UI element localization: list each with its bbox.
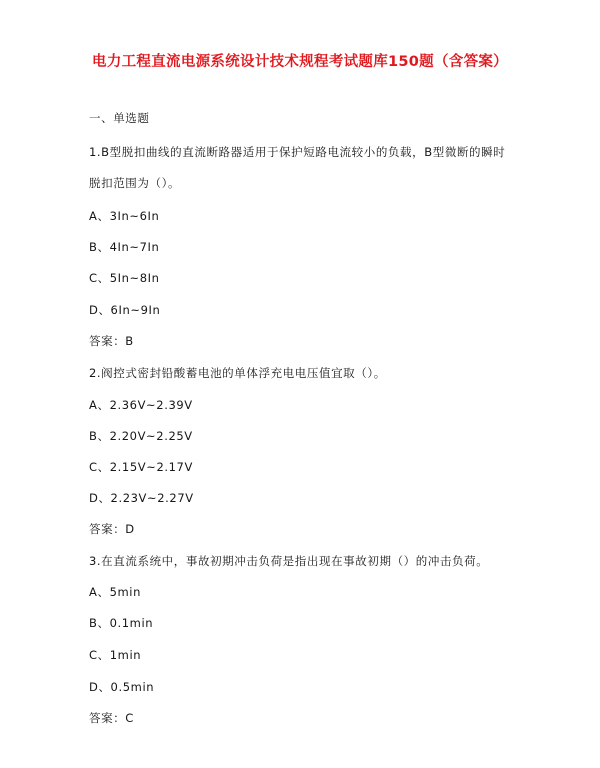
question-1-answer: 答案：B [89,334,134,348]
question-2-option-d: D、2.23V~2.27V [89,491,194,505]
question-3-option-c: C、1min [89,648,142,662]
question-3-answer: 答案：C [89,711,134,725]
question-2-answer: 答案：D [89,522,135,536]
question-2-option-c: C、2.15V~2.17V [89,460,193,474]
question-3-option-b: B、0.1min [89,616,154,630]
section-heading: 一、单选题 [89,111,150,125]
document-title: 电力工程直流电源系统设计技术规程考试题库150题（含答案） [92,54,508,70]
question-2-stem-line1: 2.阀控式密封铅酸蓄电池的单体浮充电电压值宜取（）。 [89,366,386,380]
question-1-stem-line1: 1.B型脱扣曲线的直流断路器适用于保护短路电流较小的负载，B型微断的瞬时 [89,145,506,159]
question-1-option-c: C、5In~8In [89,271,160,285]
question-3-stem-line1: 3.在直流系统中，事故初期冲击负荷是指出现在事故初期（）的冲击负荷。 [89,554,489,568]
question-1-option-d: D、6In~9In [89,303,161,317]
question-2-option-b: B、2.20V~2.25V [89,429,193,443]
question-1-stem-line2: 脱扣范围为（）。 [89,176,181,190]
question-1-option-a: A、3In~6In [89,209,160,223]
question-1-option-b: B、4In~7In [89,240,160,254]
question-3-option-a: A、5min [89,585,141,599]
question-3-option-d: D、0.5min [89,680,155,694]
question-2-option-a: A、2.36V~2.39V [89,398,193,412]
